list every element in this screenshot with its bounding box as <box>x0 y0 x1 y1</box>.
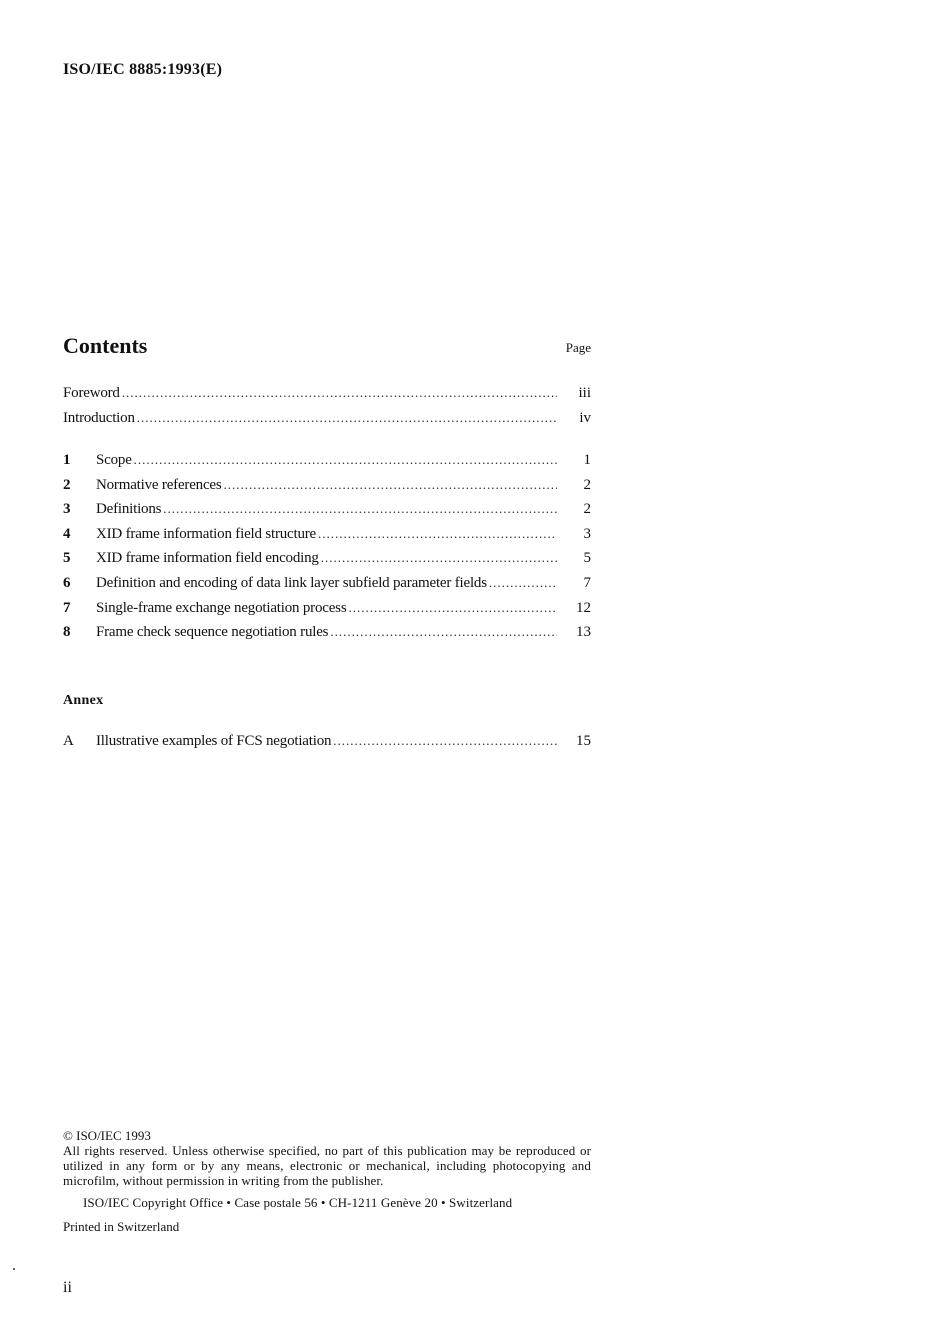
toc-leader-dots <box>122 382 557 404</box>
toc-entry-clause-5[interactable] <box>63 547 591 569</box>
toc-entry-page: 2 <box>583 476 591 493</box>
copyright-line: © ISO/IEC 1993 <box>63 1128 151 1143</box>
toc-entry-foreword[interactable] <box>63 382 591 404</box>
printed-in: Printed in Switzerland <box>63 1219 180 1234</box>
scan-speck <box>13 1268 15 1270</box>
toc-entry-title: Introduction <box>63 410 135 426</box>
toc-leader-dots <box>224 474 557 496</box>
toc-entry-clause-1[interactable] <box>63 449 591 471</box>
toc-leader-dots <box>318 523 557 545</box>
toc-entry-clause-8[interactable] <box>63 621 591 643</box>
toc-entry-number: 7 <box>63 599 71 616</box>
toc-entry-page: 2 <box>583 501 591 518</box>
contents-title: Contents <box>63 333 148 358</box>
toc-leader-dots <box>330 621 557 643</box>
toc-entry-title: Single-frame exchange negotiation process <box>96 599 347 616</box>
toc-leader-dots <box>134 449 557 471</box>
toc-leader-dots <box>163 498 557 520</box>
toc-entry-page: 7 <box>583 575 591 591</box>
toc-entry-title: XID frame information field structure <box>96 525 317 542</box>
toc-entry-introduction[interactable] <box>63 407 591 429</box>
toc-entry-number: 4 <box>63 525 71 542</box>
rights-statement: All rights reserved. Unless otherwise specified, no part of this publication may be reproduced or utilized in any form or by any means, electronic or mechanical, including photocopying and microfilm, without permission in writing from the publisher. <box>63 1143 591 1188</box>
toc-entry-page: 12 <box>576 599 591 616</box>
toc-entry-title: Definitions <box>96 501 162 518</box>
copyright-notice <box>63 1128 591 1234</box>
toc-entry-title: Normative references <box>96 476 222 493</box>
toc-entry-clause-6[interactable] <box>63 572 591 594</box>
page-column-label: Page <box>565 340 591 355</box>
contents-header <box>63 333 591 363</box>
toc-entry-page: iv <box>579 410 591 426</box>
toc-entry-clause-3[interactable] <box>63 498 591 520</box>
toc-entry-number: 2 <box>63 476 71 493</box>
toc-entry-page: iii <box>578 385 591 401</box>
toc-entry-page: 13 <box>576 624 591 641</box>
document-identifier: ISO/IEC 8885:1993(E) <box>63 61 223 78</box>
toc-leader-dots <box>348 597 557 619</box>
toc-entry-title: Illustrative examples of FCS negotiation <box>96 733 332 749</box>
toc-entry-title: Scope <box>96 452 132 468</box>
toc-entry-number: A <box>63 733 74 749</box>
toc-leader-dots <box>137 407 557 429</box>
toc-entry-title: Foreword <box>63 385 120 401</box>
toc-entry-number: 6 <box>63 575 71 591</box>
publisher-address: ISO/IEC Copyright Office • Case postale 56 • CH-1211 Genève 20 • Switzerland <box>83 1195 513 1210</box>
toc-entry-title: Definition and encoding of data link layer subfield parameter fields <box>96 575 487 591</box>
toc-leader-dots <box>333 730 557 752</box>
page-number: ii <box>63 1279 72 1296</box>
toc-entry-title: Frame check sequence negotiation rules <box>96 624 329 641</box>
toc-entry-clause-2[interactable] <box>63 474 591 496</box>
toc-entry-number: 1 <box>63 452 71 468</box>
toc-entry-page: 3 <box>583 525 591 542</box>
toc-leader-dots <box>489 572 557 594</box>
toc-leader-dots <box>321 547 557 569</box>
toc-entry-page: 15 <box>576 733 591 749</box>
toc-entry-number: 3 <box>63 501 71 518</box>
annex-heading: Annex <box>63 693 104 708</box>
toc-entry-clause-7[interactable] <box>63 597 591 619</box>
toc-entry-page: 5 <box>583 550 591 567</box>
toc-entry-title: XID frame information field encoding <box>96 550 319 567</box>
toc-entry-number: 8 <box>63 624 71 641</box>
toc-entry-page: 1 <box>583 452 591 468</box>
toc-entry-annex-a[interactable] <box>63 730 591 752</box>
toc-entry-clause-4[interactable] <box>63 523 591 545</box>
toc-entry-number: 5 <box>63 550 71 567</box>
